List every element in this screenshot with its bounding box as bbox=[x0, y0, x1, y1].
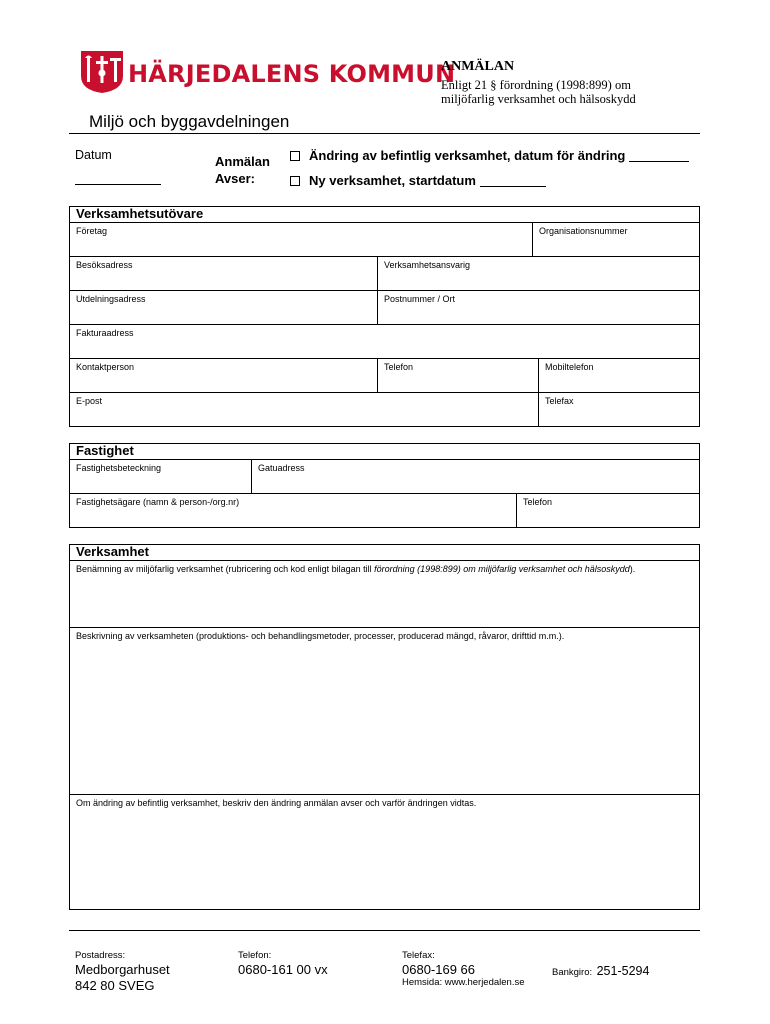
street-address-field[interactable] bbox=[251, 460, 699, 493]
street-address-label: Gatuadress bbox=[258, 463, 305, 473]
activity-name-label: Benämning av miljöfarlig verksamhet (rubricering och kod enligt bilagan till förordning (1998:899) om miljöfarlig verksamhet och hälsoskydd). bbox=[76, 564, 636, 574]
postcode-city-label: Postnummer / Ort bbox=[384, 294, 456, 304]
delivery-address-field[interactable] bbox=[70, 291, 377, 324]
responsible-field[interactable] bbox=[377, 257, 699, 290]
activity-section-header bbox=[70, 545, 699, 561]
department-name: Miljö och byggavdelningen bbox=[89, 112, 290, 131]
notice-concerns-label: Anmälan Avser: bbox=[215, 154, 270, 186]
change-date-field[interactable] bbox=[629, 150, 689, 162]
company-field[interactable] bbox=[70, 223, 532, 256]
form-row bbox=[70, 257, 699, 291]
org-number-label: Organisationsnummer bbox=[539, 226, 628, 236]
postal-address-label: Postadress: bbox=[75, 950, 126, 961]
form-row bbox=[70, 359, 699, 393]
form-row bbox=[70, 494, 699, 527]
operator-phone-field[interactable] bbox=[377, 359, 538, 392]
header-divider bbox=[69, 133, 700, 134]
delivery-address-label: Utdelningsadress bbox=[76, 294, 146, 304]
change-existing-label: Ändring av befintlig verksamhet, datum för ändring bbox=[309, 148, 626, 163]
invoice-address-field[interactable] bbox=[70, 325, 699, 358]
option-new-activity bbox=[290, 173, 546, 188]
fax-field[interactable] bbox=[538, 393, 699, 426]
change-description-label: Om ändring av befintlig verksamhet, beskriv den ändring anmälan avser och varför ändringen vidtas. bbox=[76, 798, 477, 808]
activity-section-title: Verksamhet bbox=[76, 544, 149, 559]
operator-section-header bbox=[70, 207, 699, 223]
contact-person-label: Kontaktperson bbox=[76, 362, 135, 372]
contact-person-field[interactable] bbox=[70, 359, 377, 392]
property-designation-field[interactable] bbox=[70, 460, 251, 493]
visit-address-field[interactable] bbox=[70, 257, 377, 290]
new-activity-checkbox[interactable] bbox=[290, 176, 300, 186]
form-row bbox=[70, 393, 699, 426]
bankgiro-label: Bankgiro: bbox=[552, 967, 593, 978]
email-field[interactable] bbox=[70, 393, 538, 426]
form-row bbox=[70, 795, 699, 909]
property-owner-field[interactable] bbox=[70, 494, 516, 527]
brand-name: HÄRJEDALENS KOMMUN bbox=[128, 60, 456, 88]
mobile-phone-field[interactable] bbox=[538, 359, 699, 392]
property-section bbox=[69, 443, 700, 528]
activity-description-label: Beskrivning av verksamheten (produktions- och behandlingsmetoder, processer, producerad mängd, råvaror, drifttid m.m.). bbox=[76, 631, 565, 641]
form-row bbox=[70, 291, 699, 325]
form-row bbox=[70, 223, 699, 257]
email-label: E-post bbox=[76, 396, 103, 406]
change-existing-checkbox[interactable] bbox=[290, 151, 300, 161]
new-activity-label: Ny verksamhet, startdatum bbox=[309, 173, 476, 188]
activity-description-field[interactable] bbox=[70, 628, 699, 794]
bankgiro bbox=[552, 962, 649, 980]
footer-fax-label: Telefax: bbox=[402, 950, 435, 961]
operator-section bbox=[69, 206, 700, 427]
start-date-field[interactable] bbox=[480, 175, 546, 187]
responsible-label: Verksamhetsansvarig bbox=[384, 260, 471, 270]
org-number-field[interactable] bbox=[532, 223, 699, 256]
footer-phone-label: Telefon: bbox=[238, 950, 272, 961]
invoice-address-label: Fakturaadress bbox=[76, 328, 134, 338]
notice-title: ANMÄLAN bbox=[441, 59, 515, 74]
operator-section-title: Verksamhetsutövare bbox=[76, 206, 204, 221]
mobile-phone-label: Mobiltelefon bbox=[545, 362, 594, 372]
operator-phone-label: Telefon bbox=[384, 362, 414, 372]
municipality-crest-logo bbox=[80, 50, 124, 99]
form-row bbox=[70, 561, 699, 628]
website-link[interactable]: Hemsida: www.herjedalen.se bbox=[402, 977, 525, 988]
option-change-existing bbox=[290, 148, 689, 163]
property-section-title: Fastighet bbox=[76, 443, 134, 458]
postal-address-line1: Medborgarhuset bbox=[75, 962, 170, 977]
postal-address-line2: 842 80 SVEG bbox=[75, 978, 155, 993]
notice-regulation-reference: Enligt 21 § förordning (1998:899) om miljöfarlig verksamhet och hälsoskydd bbox=[441, 78, 636, 106]
owner-phone-field[interactable] bbox=[516, 494, 699, 527]
change-description-field[interactable] bbox=[70, 795, 699, 909]
date-label: Datum bbox=[75, 148, 112, 162]
footer-phone-value: 0680-161 00 vx bbox=[238, 962, 328, 977]
property-section-header bbox=[70, 444, 699, 460]
visit-address-label: Besöksadress bbox=[76, 260, 133, 270]
company-label: Företag bbox=[76, 226, 108, 236]
footer-divider bbox=[69, 930, 700, 931]
footer-fax-value: 0680-169 66 bbox=[402, 962, 476, 977]
property-designation-label: Fastighetsbeteckning bbox=[76, 463, 162, 473]
form-row bbox=[70, 325, 699, 359]
postcode-city-field[interactable] bbox=[377, 291, 699, 324]
date-field[interactable] bbox=[75, 184, 161, 185]
activity-section bbox=[69, 544, 700, 910]
form-row bbox=[70, 460, 699, 494]
form-row bbox=[70, 628, 699, 795]
bankgiro-value: 251-5294 bbox=[596, 964, 650, 978]
activity-name-field[interactable] bbox=[70, 561, 699, 627]
owner-phone-label: Telefon bbox=[523, 497, 553, 507]
property-owner-label: Fastighetsägare (namn & person-/org.nr) bbox=[76, 497, 240, 507]
fax-label: Telefax bbox=[545, 396, 574, 406]
